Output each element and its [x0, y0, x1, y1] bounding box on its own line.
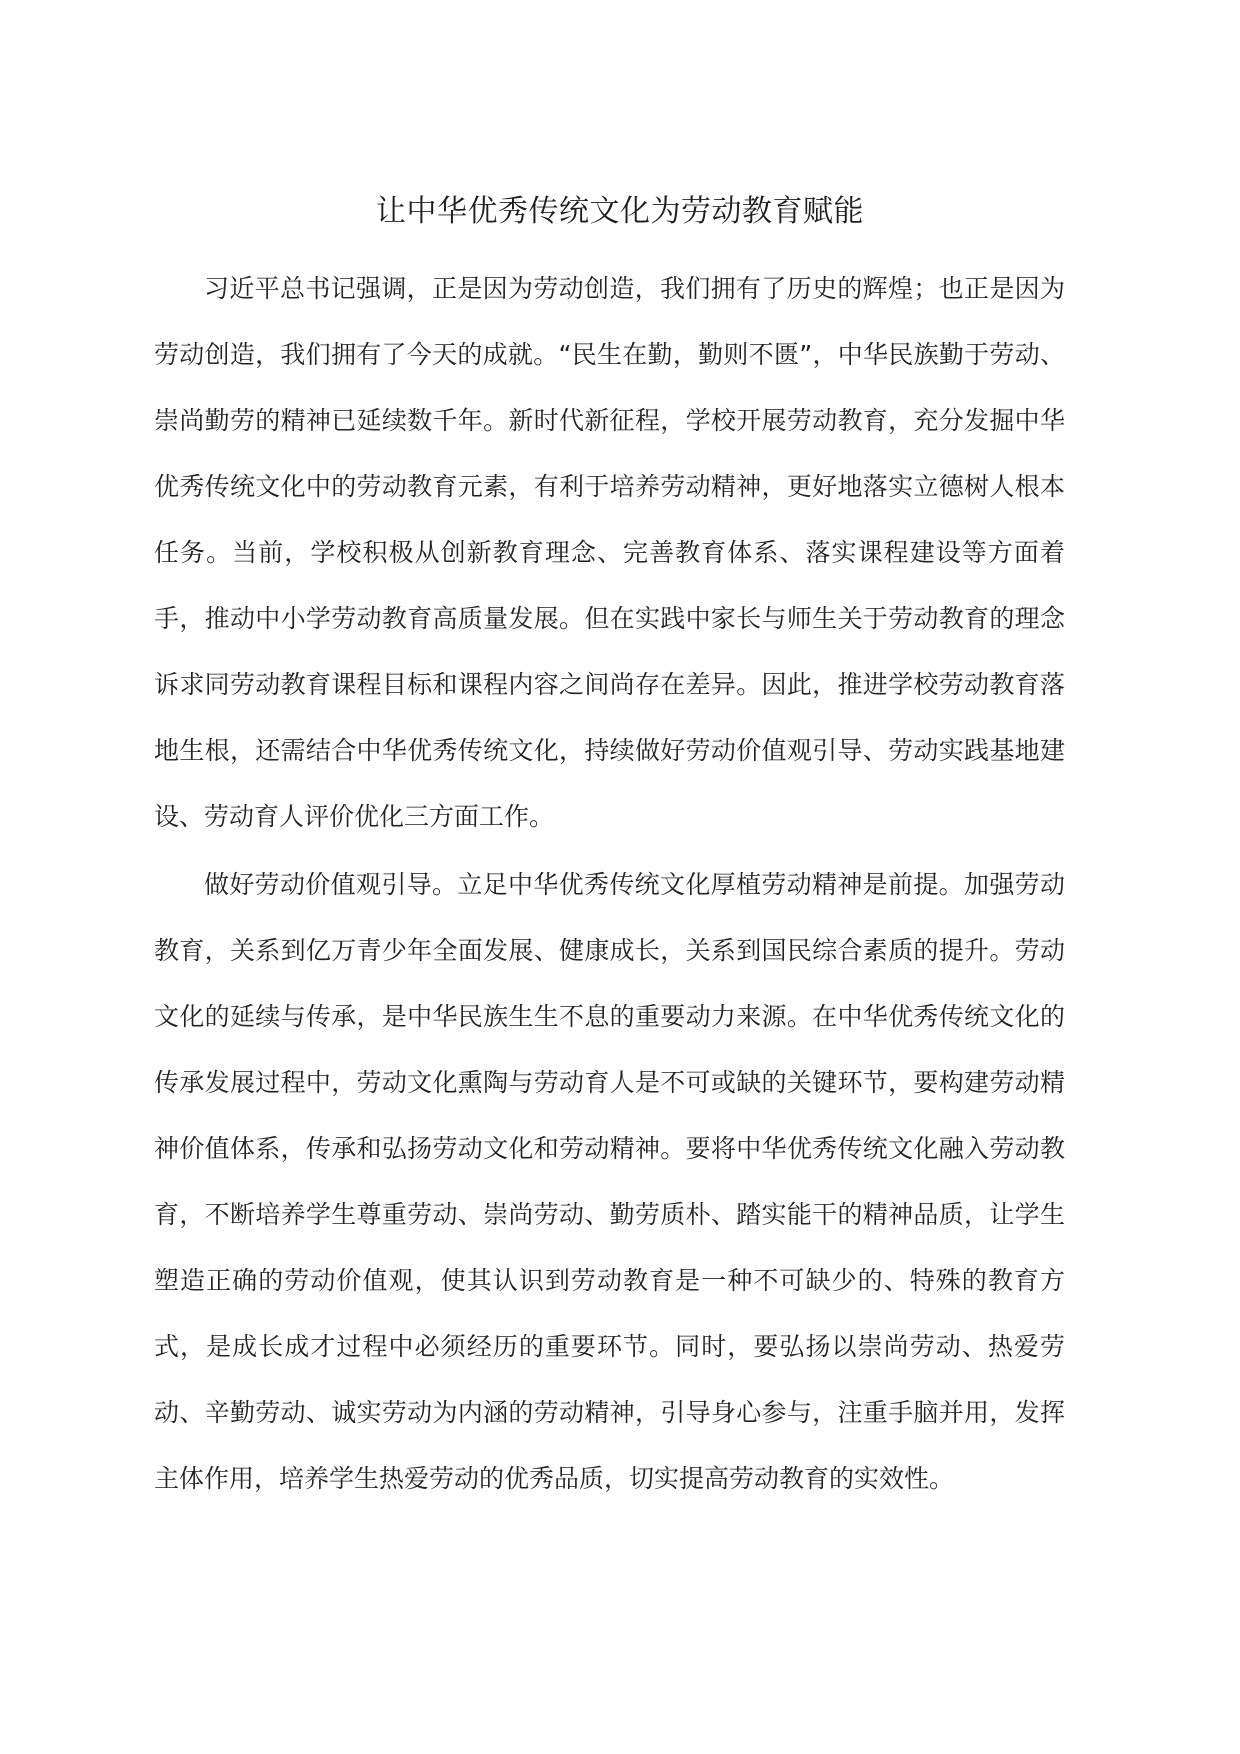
paragraph-labor-values: 做好劳动价值观引导。立足中华优秀传统文化厚植劳动精神是前提。加强劳动教育，关系到亿万青少年全面发展、健康成长，关系到国民综合素质的提升。劳动文化的延续与传承，是中华民族生生不息的重要动力来源。在中华优秀传统文化的传承发展过程中，劳动文化熏陶与劳动育人是不可或缺的关键环节，要构建劳动精神价值体系，传承和弘扬劳动文化和劳动精神。要将中华优秀传统文化融入劳动教育，不断培养学生尊重劳动、崇尚劳动、勤劳质朴、踏实能干的精神品质，让学生塑造正确的劳动价值观，使其认识到劳动教育是一种不可缺少的、特殊的教育方式，是成长成才过程中必须经历的重要环节。同时，要弘扬以崇尚劳动、热爱劳动、辛勤劳动、诚实劳动为内涵的劳动精神，引导身心参与，注重手脑并用，发挥主体作用，培养学生热爱劳动的优秀品质，切实提高劳动教育的实效性。 — [154, 870, 1065, 1493]
document-title: 让中华优秀传统文化为劳动教育赋能 — [376, 194, 864, 229]
paragraph-intro: 习近平总书记强调，正是因为劳动创造，我们拥有了历史的辉煌；也正是因为劳动创造，我们拥有了今天的成就。“民生在勤，勤则不匮”，中华民族勤于劳动、崇尚勤劳的精神已延续数千年。新时代新征程，学校开展劳动教育，充分发掘中华优秀传统文化中的劳动教育元素，有利于培养劳动精神，更好地落实立德树人根本任务。当前，学校积极从创新教育理念、完善教育体系、落实课程建设等方面着手，推动中小学劳动教育高质量发展。但在实践中家长与师生关于劳动教育的理念诉求同劳动教育课程目标和课程内容之间尚存在差异。因此，推进学校劳动教育落地生根，还需结合中华优秀传统文化，持续做好劳动价值观引导、劳动实践基地建设、劳动育人评价优化三方面工作。 — [154, 274, 1065, 831]
